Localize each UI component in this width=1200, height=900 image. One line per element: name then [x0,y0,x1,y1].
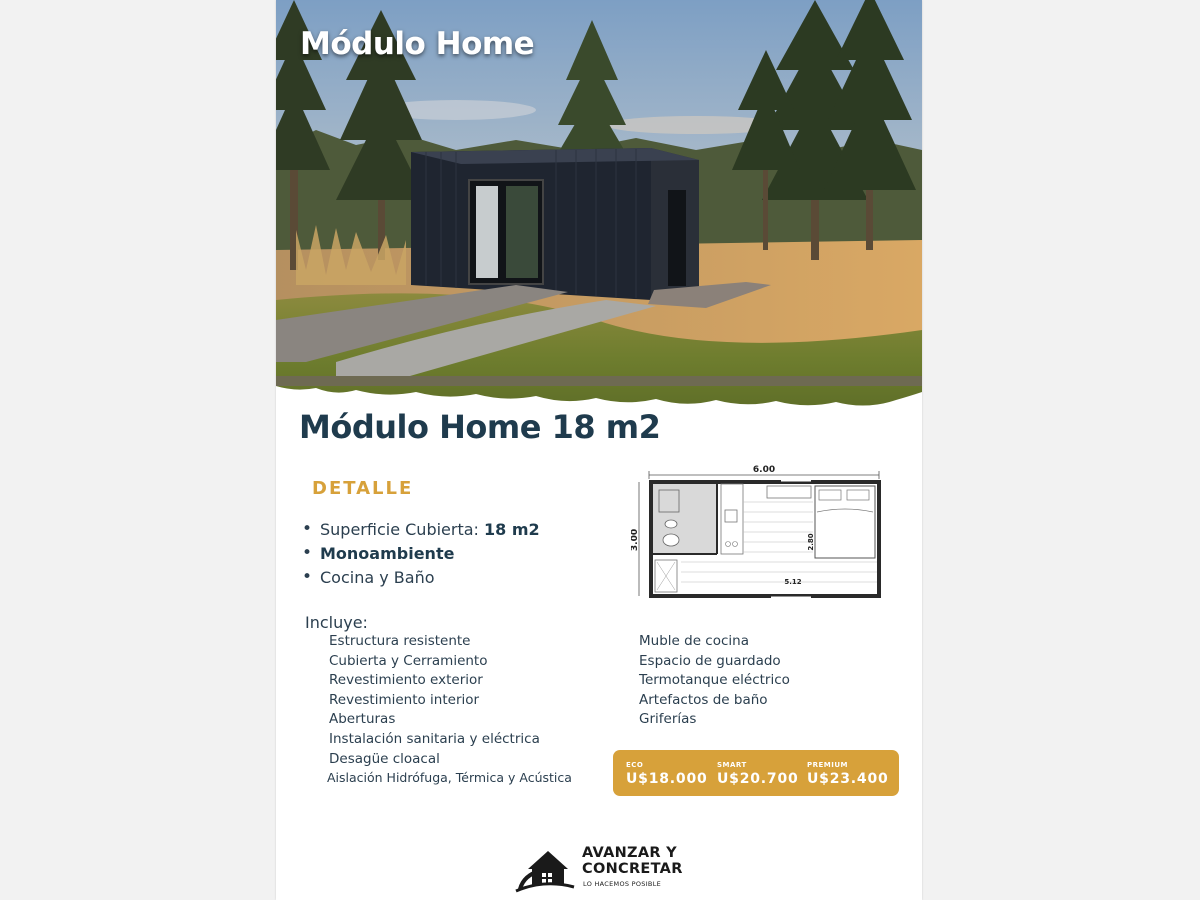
cabin-illustration [276,0,922,425]
list-item: Artefactos de baño [639,691,768,708]
list-item: Espacio de guardado [639,652,781,669]
price-value: U$23.400 [807,771,889,787]
list-item: Aberturas [329,711,396,728]
spec-value: Monoambiente [320,544,455,563]
price-value: U$18.000 [626,771,708,787]
price-tier-label: SMART [717,761,747,769]
logo-tagline: LO HACEMOS POSIBLE [583,880,662,888]
plan-height-label: 3.00 [631,528,640,552]
hero-photo [276,0,922,425]
product-title: Módulo Home 18 m2 [299,408,661,446]
spec-list [302,520,540,592]
logo-line-1: AVANZAR Y [582,845,677,861]
price-tier-label: ECO [626,761,644,769]
spec-label: Cocina y Baño [320,568,435,587]
list-item: Revestimiento interior [329,691,480,708]
detail-heading: DETALLE [312,478,414,499]
spec-label: Superficie Cubierta: [320,520,485,539]
plan-inner-height-label: 2.80 [807,533,815,551]
list-item: Desagüe cloacal [329,750,440,767]
list-item: Revestimiento exterior [329,672,483,689]
logo-line-2: CONCRETAR [582,861,683,877]
list-item: Cubierta y Cerramiento [329,652,488,669]
spec-item-rooms [302,568,540,592]
floor-plan-drawing [631,462,881,602]
includes-title: Incluye: [305,613,368,632]
floor-plan [631,462,881,602]
price-tier-label: PREMIUM [807,761,849,769]
brochure-page [276,0,922,900]
company-logo [514,843,684,895]
price-box [613,750,899,796]
list-item: Muble de cocina [639,633,749,649]
list-item: Estructura resistente [329,633,471,649]
list-item: Termotanque eléctrico [639,672,790,689]
list-item: Aislación Hidrófuga, Térmica y Acústica [327,770,572,786]
list-item: Griferías [639,711,697,728]
includes-list-right [639,633,790,731]
spec-value: 18 m2 [484,520,540,539]
spec-item-surface [302,520,540,544]
house-logo-icon [514,845,578,893]
price-value: U$20.700 [717,771,799,787]
plan-inner-width-label: 5.12 [784,578,802,586]
plan-width-label: 6.00 [752,465,776,475]
spec-item-type [302,544,540,568]
hero-title: Módulo Home [300,26,535,62]
includes-list-left [329,633,572,790]
list-item: Instalación sanitaria y eléctrica [329,730,540,747]
